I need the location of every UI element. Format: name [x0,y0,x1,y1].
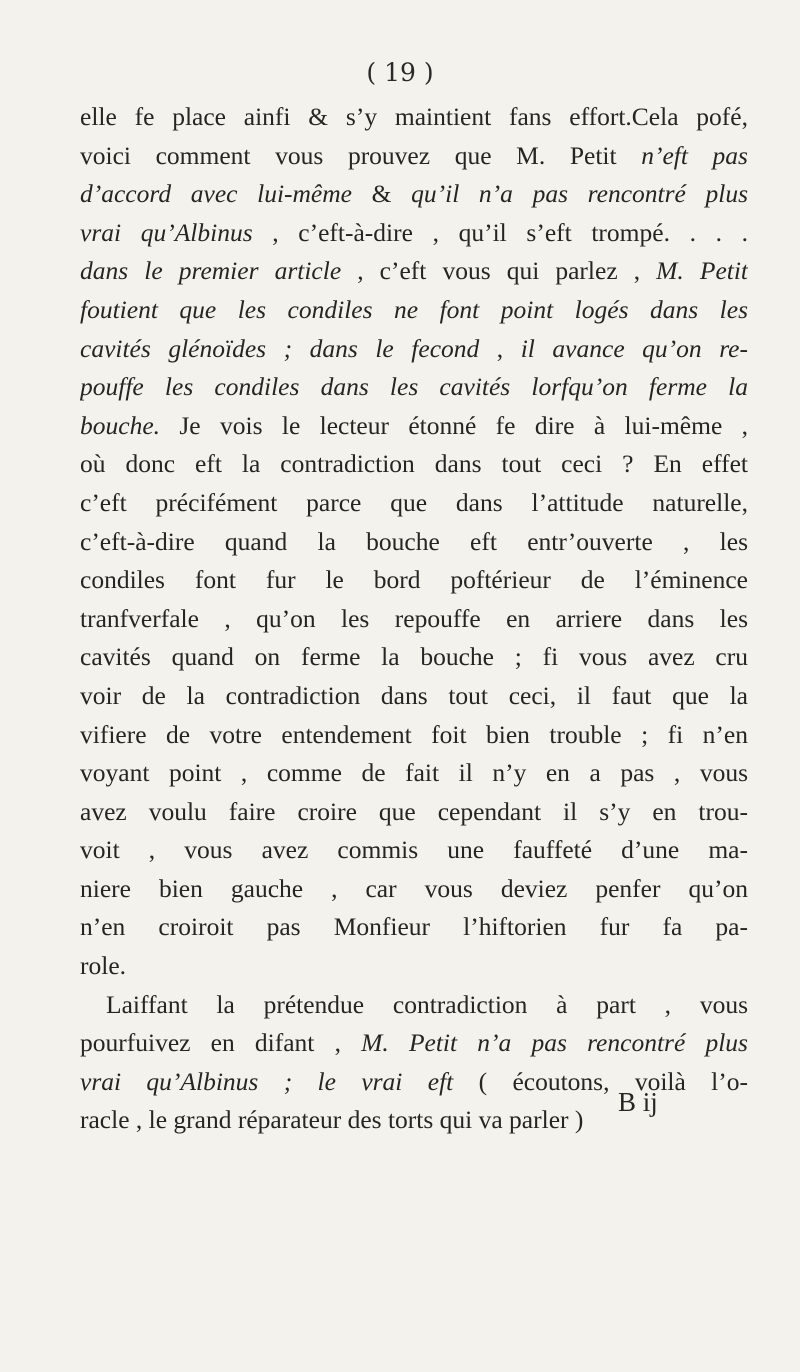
text-segment: ( écoutons, voilà l’o- [453,1066,748,1096]
text-segment: où donc eft la contradiction dans tout ceci ? En effet [80,449,748,479]
text-line [80,986,748,1025]
text-line [80,330,748,369]
text-segment: tranfverfale , qu’on les repouffe en arriere dans les [80,603,748,633]
text-line [80,1024,748,1063]
text-segment: Laiffant la prétendue contradiction à part , vous [106,989,748,1019]
text-segment: c’eft-à-dire quand la bouche eft entr’ouverte , les [80,526,748,556]
text-segment: c’eft précifément parce que dans l’attitude naturelle, [80,487,748,517]
italic-text-segment: d’accord avec lui-même [80,179,352,209]
text-segment: niere bien gauche , car vous deviez penfer qu’on [80,873,748,903]
text-segment: voit , vous avez commis une fauffeté d’une ma- [80,835,748,865]
text-line [80,638,748,677]
text-segment: voir de la contradiction dans tout ceci, il faut que la [80,680,748,710]
text-line [80,484,748,523]
text-segment: elle fe place ainfi & s’y maintient fans effort.Cela pofé, [80,102,748,131]
italic-text-segment: n’eft pas [641,140,748,170]
text-segment: condiles font fur le bord poftérieur de l’éminence [80,565,748,595]
text-line [80,561,748,600]
text-line [80,677,748,716]
italic-text-segment: qu’il n’a pas rencontré plus [411,179,748,209]
italic-text-segment: vrai qu’Albinus [80,217,253,247]
italic-text-segment: pouffe les condiles dans les cavités lorfqu’on ferme la [80,372,748,402]
text-segment: voyant point , comme de fait il n’y en a pas , vous [80,758,748,788]
text-segment: vifiere de votre entendement foit bien trouble ; fi n’en [80,719,748,749]
text-line [80,407,748,446]
text-line [80,716,748,755]
text-line [80,947,748,986]
text-line [80,523,748,562]
text-line [80,175,748,214]
text-line [80,831,748,870]
italic-text-segment: vrai qu’Albinus ; le vrai eft [80,1066,454,1096]
italic-text-segment: cavités glénoïdes ; dans le fecond [80,333,480,363]
text-segment: & [351,179,412,209]
text-line [80,793,748,832]
text-segment: n’en croiroit pas Monfieur l’hiftorien fur fa pa- [80,912,748,942]
italic-text-segment: foutient que les condiles ne font point logés dans les [80,294,748,324]
body-text [80,98,748,1140]
italic-text-segment: il avance qu’on re- [520,333,748,363]
text-line [80,252,748,291]
text-segment: , c’eft-à-dire , qu’il s’eft trompé. . . . [252,217,748,247]
text-line [80,754,748,793]
text-segment: voici comment vous prouvez que M. Petit [80,140,642,170]
text-line [80,368,748,407]
text-line [80,445,748,484]
text-segment: cavités quand on ferme la bouche ; fi vous avez cru [80,642,748,672]
text-line [80,600,748,639]
text-segment: , c’eft vous qui parlez , [341,256,657,286]
text-segment: avez voulu faire croire que cependant il s’y en trou- [80,796,748,826]
text-segment: , [479,333,521,363]
text-segment: role. [80,951,127,981]
text-line [80,214,748,253]
text-line [80,870,748,909]
text-segment: Je vois le lecteur étonné fe dire à lui-même , [160,410,748,440]
text-line [80,291,748,330]
italic-text-segment: dans le premier article [80,256,342,286]
text-line [80,908,748,947]
italic-text-segment: bouche. [80,410,161,440]
signature-mark: B ij [618,1087,658,1117]
text-segment: pourfuivez en difant , [80,1028,362,1058]
italic-text-segment: M. Petit n’a pas rencontré plus [361,1028,748,1058]
text-line [80,98,748,137]
italic-text-segment: M. Petit [656,256,748,286]
page-number: ( 19 ) [366,58,434,87]
text-segment: racle , le grand réparateur des torts qui va parler ) [80,1105,584,1135]
text-line [80,137,748,176]
